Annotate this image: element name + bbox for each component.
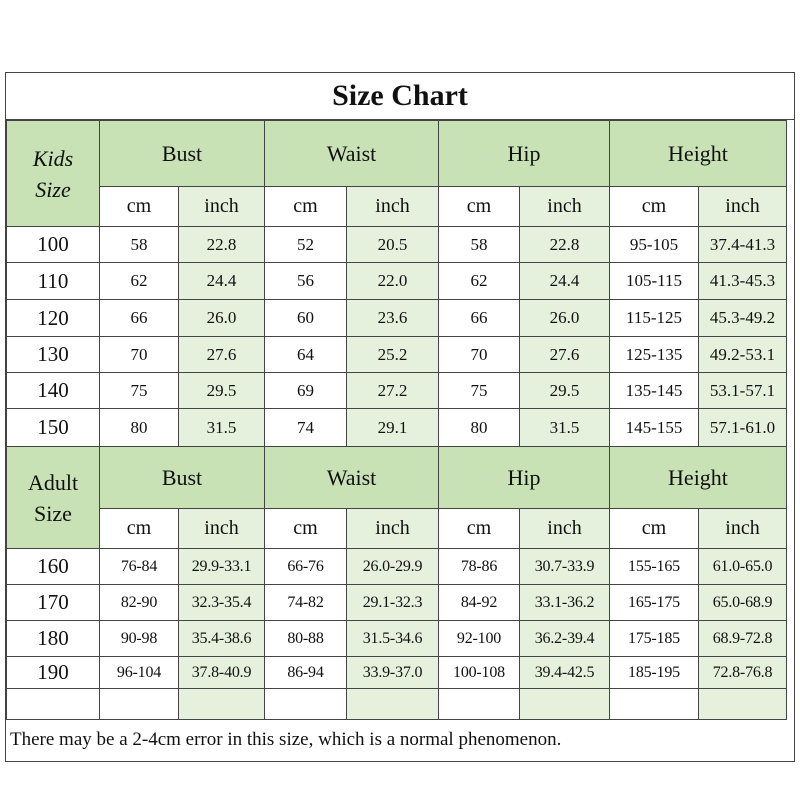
height-inch-cell: 57.1-61.0 bbox=[699, 409, 787, 447]
bust-cm-cell: 90-98 bbox=[100, 621, 179, 657]
hip-inch-cell: 26.0 bbox=[520, 300, 610, 337]
height-inch-cell: 45.3-49.2 bbox=[699, 300, 787, 337]
empty-cell bbox=[100, 689, 179, 720]
size-cell: 190 bbox=[7, 657, 100, 689]
bust-inch-cell: 22.8 bbox=[179, 227, 265, 263]
bust-inch-cell: 32.3-35.4 bbox=[179, 585, 265, 621]
bust-inch-cell: 31.5 bbox=[179, 409, 265, 447]
kids-hip-cm-header: cm bbox=[439, 187, 520, 227]
size-chart bbox=[5, 72, 795, 762]
size-cell: 130 bbox=[7, 337, 100, 373]
empty-cell bbox=[699, 689, 787, 720]
table-row bbox=[7, 621, 787, 657]
bust-cm-cell: 75 bbox=[100, 373, 179, 409]
empty-cell bbox=[347, 689, 439, 720]
bust-inch-cell: 29.9-33.1 bbox=[179, 549, 265, 585]
bust-cm-cell: 70 bbox=[100, 337, 179, 373]
bust-inch-cell: 27.6 bbox=[179, 337, 265, 373]
height-cm-cell: 155-165 bbox=[610, 549, 699, 585]
adult-waist-cm-header: cm bbox=[265, 509, 347, 549]
kids-size-label-line1: Kids bbox=[32, 145, 74, 171]
waist-inch-cell: 22.0 bbox=[347, 263, 439, 300]
size-cell: 110 bbox=[7, 263, 100, 300]
waist-cm-cell: 52 bbox=[265, 227, 347, 263]
height-inch-cell: 61.0-65.0 bbox=[699, 549, 787, 585]
kids-unit-row bbox=[7, 187, 787, 227]
table-row bbox=[7, 337, 787, 373]
hip-inch-cell: 33.1-36.2 bbox=[520, 585, 610, 621]
height-cm-cell: 135-145 bbox=[610, 373, 699, 409]
bust-inch-cell: 37.8-40.9 bbox=[179, 657, 265, 689]
waist-cm-cell: 69 bbox=[265, 373, 347, 409]
height-inch-cell: 37.4-41.3 bbox=[699, 227, 787, 263]
hip-inch-cell: 39.4-42.5 bbox=[520, 657, 610, 689]
empty-cell bbox=[265, 689, 347, 720]
waist-cm-cell: 80-88 bbox=[265, 621, 347, 657]
adult-group-waist: Waist bbox=[265, 447, 439, 509]
waist-inch-cell: 29.1 bbox=[347, 409, 439, 447]
adult-group-height: Height bbox=[610, 447, 787, 509]
kids-bust-cm-header: cm bbox=[100, 187, 179, 227]
height-cm-cell: 175-185 bbox=[610, 621, 699, 657]
kids-bust-inch-header: inch bbox=[179, 187, 265, 227]
hip-inch-cell: 22.8 bbox=[520, 227, 610, 263]
size-cell: 100 bbox=[7, 227, 100, 263]
height-inch-cell: 49.2-53.1 bbox=[699, 337, 787, 373]
waist-inch-cell: 20.5 bbox=[347, 227, 439, 263]
height-inch-cell: 41.3-45.3 bbox=[699, 263, 787, 300]
bust-cm-cell: 82-90 bbox=[100, 585, 179, 621]
adult-group-hip: Hip bbox=[439, 447, 610, 509]
empty-row bbox=[7, 689, 787, 720]
hip-cm-cell: 80 bbox=[439, 409, 520, 447]
hip-inch-cell: 29.5 bbox=[520, 373, 610, 409]
table-row bbox=[7, 549, 787, 585]
adult-hip-inch-header: inch bbox=[520, 509, 610, 549]
adult-height-inch-header: inch bbox=[699, 509, 787, 549]
size-cell: 170 bbox=[7, 585, 100, 621]
waist-cm-cell: 64 bbox=[265, 337, 347, 373]
hip-cm-cell: 75 bbox=[439, 373, 520, 409]
bust-inch-cell: 24.4 bbox=[179, 263, 265, 300]
hip-inch-cell: 30.7-33.9 bbox=[520, 549, 610, 585]
size-cell: 160 bbox=[7, 549, 100, 585]
hip-cm-cell: 100-108 bbox=[439, 657, 520, 689]
error-note: There may be a 2-4cm error in this size, which is a normal phenomenon. bbox=[10, 729, 562, 750]
adult-height-cm-header: cm bbox=[610, 509, 699, 549]
size-cell: 140 bbox=[7, 373, 100, 409]
table-row bbox=[7, 300, 787, 337]
height-inch-cell: 72.8-76.8 bbox=[699, 657, 787, 689]
bust-cm-cell: 80 bbox=[100, 409, 179, 447]
table-row bbox=[7, 373, 787, 409]
height-inch-cell: 53.1-57.1 bbox=[699, 373, 787, 409]
bust-inch-cell: 26.0 bbox=[179, 300, 265, 337]
empty-cell bbox=[7, 689, 100, 720]
height-cm-cell: 125-135 bbox=[610, 337, 699, 373]
empty-cell bbox=[610, 689, 699, 720]
height-inch-cell: 68.9-72.8 bbox=[699, 621, 787, 657]
kids-group-hip: Hip bbox=[439, 121, 610, 187]
waist-inch-cell: 26.0-29.9 bbox=[347, 549, 439, 585]
bust-cm-cell: 58 bbox=[100, 227, 179, 263]
table-row bbox=[7, 657, 787, 689]
hip-cm-cell: 66 bbox=[439, 300, 520, 337]
height-cm-cell: 145-155 bbox=[610, 409, 699, 447]
empty-cell bbox=[520, 689, 610, 720]
table-row bbox=[7, 409, 787, 447]
waist-cm-cell: 74 bbox=[265, 409, 347, 447]
table-row bbox=[7, 263, 787, 300]
height-cm-cell: 185-195 bbox=[610, 657, 699, 689]
empty-cell bbox=[439, 689, 520, 720]
hip-cm-cell: 58 bbox=[439, 227, 520, 263]
bust-cm-cell: 66 bbox=[100, 300, 179, 337]
waist-inch-cell: 33.9-37.0 bbox=[347, 657, 439, 689]
adult-unit-row bbox=[7, 509, 787, 549]
adult-waist-inch-header: inch bbox=[347, 509, 439, 549]
hip-inch-cell: 24.4 bbox=[520, 263, 610, 300]
waist-inch-cell: 29.1-32.3 bbox=[347, 585, 439, 621]
hip-cm-cell: 78-86 bbox=[439, 549, 520, 585]
kids-size-label bbox=[7, 121, 100, 227]
adult-size-label-line2: Size bbox=[34, 500, 72, 526]
waist-cm-cell: 86-94 bbox=[265, 657, 347, 689]
adult-group-bust: Bust bbox=[100, 447, 265, 509]
bust-cm-cell: 96-104 bbox=[100, 657, 179, 689]
waist-cm-cell: 60 bbox=[265, 300, 347, 337]
bust-cm-cell: 62 bbox=[100, 263, 179, 300]
hip-inch-cell: 31.5 bbox=[520, 409, 610, 447]
chart-title: Size Chart bbox=[6, 73, 794, 120]
hip-cm-cell: 92-100 bbox=[439, 621, 520, 657]
adult-bust-inch-header: inch bbox=[179, 509, 265, 549]
waist-inch-cell: 31.5-34.6 bbox=[347, 621, 439, 657]
waist-inch-cell: 23.6 bbox=[347, 300, 439, 337]
waist-cm-cell: 66-76 bbox=[265, 549, 347, 585]
waist-inch-cell: 25.2 bbox=[347, 337, 439, 373]
kids-size-label-line2: Size bbox=[35, 176, 71, 202]
height-inch-cell: 65.0-68.9 bbox=[699, 585, 787, 621]
hip-cm-cell: 62 bbox=[439, 263, 520, 300]
hip-inch-cell: 36.2-39.4 bbox=[520, 621, 610, 657]
height-cm-cell: 115-125 bbox=[610, 300, 699, 337]
adult-size-label bbox=[7, 447, 100, 549]
kids-group-waist: Waist bbox=[265, 121, 439, 187]
kids-hip-inch-header: inch bbox=[520, 187, 610, 227]
kids-group-header-row bbox=[7, 121, 787, 187]
hip-cm-cell: 70 bbox=[439, 337, 520, 373]
height-cm-cell: 95-105 bbox=[610, 227, 699, 263]
empty-cell bbox=[179, 689, 265, 720]
size-cell: 120 bbox=[7, 300, 100, 337]
kids-height-cm-header: cm bbox=[610, 187, 699, 227]
adult-bust-cm-header: cm bbox=[100, 509, 179, 549]
waist-cm-cell: 74-82 bbox=[265, 585, 347, 621]
height-cm-cell: 165-175 bbox=[610, 585, 699, 621]
kids-waist-inch-header: inch bbox=[347, 187, 439, 227]
kids-waist-cm-header: cm bbox=[265, 187, 347, 227]
kids-group-bust: Bust bbox=[100, 121, 265, 187]
bust-inch-cell: 29.5 bbox=[179, 373, 265, 409]
kids-height-inch-header: inch bbox=[699, 187, 787, 227]
height-cm-cell: 105-115 bbox=[610, 263, 699, 300]
bust-inch-cell: 35.4-38.6 bbox=[179, 621, 265, 657]
bust-cm-cell: 76-84 bbox=[100, 549, 179, 585]
hip-cm-cell: 84-92 bbox=[439, 585, 520, 621]
size-table bbox=[6, 120, 787, 720]
table-row bbox=[7, 227, 787, 263]
hip-inch-cell: 27.6 bbox=[520, 337, 610, 373]
waist-inch-cell: 27.2 bbox=[347, 373, 439, 409]
kids-group-height: Height bbox=[610, 121, 787, 187]
adult-hip-cm-header: cm bbox=[439, 509, 520, 549]
adult-group-header-row bbox=[7, 447, 787, 509]
adult-size-label-line1: Adult bbox=[27, 469, 79, 495]
size-cell: 180 bbox=[7, 621, 100, 657]
table-row bbox=[7, 585, 787, 621]
size-cell: 150 bbox=[7, 409, 100, 447]
waist-cm-cell: 56 bbox=[265, 263, 347, 300]
